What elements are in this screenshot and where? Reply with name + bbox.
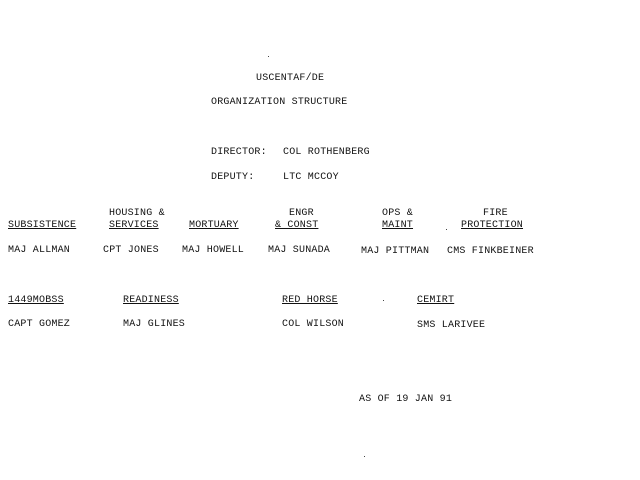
- scan-speck: [364, 456, 365, 457]
- subsistence-name: MAJ ALLMAN: [8, 245, 71, 256]
- as-of-date: AS OF 19 JAN 91: [359, 394, 453, 405]
- scan-speck: [446, 229, 447, 230]
- mobss-title: 1449MOBSS: [8, 295, 64, 306]
- director-name: COL ROTHENBERG: [283, 147, 370, 158]
- red-horse-title: RED HORSE: [282, 295, 338, 306]
- document-subtitle: ORGANIZATION STRUCTURE: [211, 97, 348, 108]
- mortuary-name: MAJ HOWELL: [182, 245, 245, 256]
- readiness-name: MAJ GLINES: [123, 319, 186, 330]
- deputy-name: LTC MCCOY: [283, 172, 339, 183]
- fire-name: CMS FINKBEINER: [447, 246, 534, 257]
- housing-title-line1: HOUSING &: [109, 208, 165, 219]
- scan-speck: [268, 56, 269, 57]
- cemirt-title: CEMIRT: [417, 295, 455, 306]
- engr-title-line2: & CONST: [275, 220, 319, 231]
- cemirt-name: SMS LARIVEE: [417, 320, 486, 331]
- scan-speck: [383, 300, 384, 301]
- housing-title-line2: SERVICES: [109, 220, 159, 231]
- ops-name: MAJ PITTMAN: [361, 246, 430, 257]
- ops-title-line1: OPS &: [382, 208, 414, 219]
- fire-title-line2: PROTECTION: [461, 220, 524, 231]
- engr-name: MAJ SUNADA: [268, 245, 331, 256]
- subsistence-title: SUBSISTENCE: [8, 220, 77, 231]
- ops-title-line2: MAINT: [382, 220, 414, 231]
- deputy-label: DEPUTY:: [211, 172, 255, 183]
- engr-title-line1: ENGR: [289, 208, 314, 219]
- document-org-title: USCENTAF/DE: [256, 73, 325, 84]
- readiness-title: READINESS: [123, 295, 179, 306]
- mortuary-title: MORTUARY: [189, 220, 239, 231]
- director-label: DIRECTOR:: [211, 147, 267, 158]
- fire-title-line1: FIRE: [483, 208, 508, 219]
- red-horse-name: COL WILSON: [282, 319, 345, 330]
- housing-name: CPT JONES: [103, 245, 159, 256]
- mobss-name: CAPT GOMEZ: [8, 319, 71, 330]
